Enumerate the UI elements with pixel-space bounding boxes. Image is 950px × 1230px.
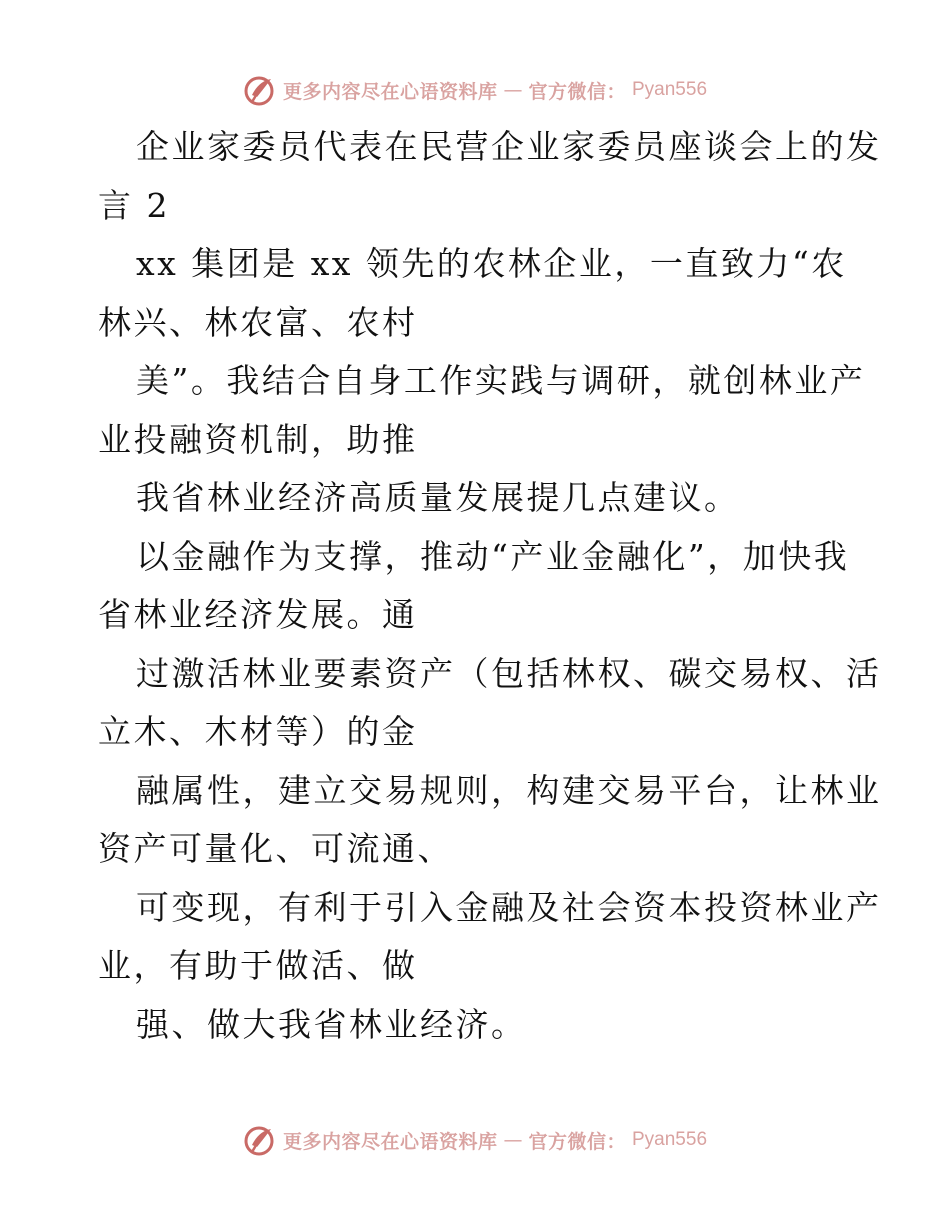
paragraph-line: 强、做大我省林业经济。 xyxy=(136,1004,527,1044)
watermark-brand-text: 更多内容尽在心语资料库 xyxy=(282,1130,498,1153)
watermark-label: 官方微信： xyxy=(528,1130,626,1153)
title-line-2: 言 2 xyxy=(98,185,170,225)
watermark-handle: Pyan556 xyxy=(632,79,708,100)
paragraph-line: 业投融资机制，助推 xyxy=(98,419,418,459)
paragraph-line: 业，有助于做活、做 xyxy=(98,946,418,985)
brand-logo-icon xyxy=(243,73,277,107)
paragraph-line: 资产可量化、可流通、 xyxy=(98,829,453,868)
title-line-1: 企业家委员代表在民营企业家委员座谈会上的发 xyxy=(136,127,882,166)
paragraph-line: 可变现，有利于引入金融及社会资本投资林业产 xyxy=(136,887,882,927)
paragraph-line: 我省林业经济高质量发展提几点建议。 xyxy=(136,478,740,517)
paragraph-line: 过激活林业要素资产（包括林权、碳交易权、活 xyxy=(136,653,882,693)
paragraph-line: 省林业经济发展。通 xyxy=(98,595,418,634)
footer-watermark xyxy=(0,1120,950,1160)
watermark-separator: — xyxy=(503,1129,523,1151)
paragraph-line: 融属性，建立交易规则，构建交易平台，让林业 xyxy=(136,770,882,810)
paragraph-line: 立木、木材等）的金 xyxy=(98,712,418,751)
watermark-separator: — xyxy=(503,79,523,101)
header-watermark xyxy=(0,70,950,110)
watermark-label: 官方微信： xyxy=(528,80,626,103)
paragraph-line: xx 集团是 xx 领先的农林企业，一直致力“农 xyxy=(136,244,847,283)
paragraph-line: 美”。我结合自身工作实践与调研，就创林业产 xyxy=(136,361,866,400)
brand-logo-icon xyxy=(243,1123,277,1157)
document-body xyxy=(98,118,882,1054)
paragraph-line: 以金融作为支撑，推动“产业金融化”，加快我 xyxy=(136,536,850,576)
watermark-brand-text: 更多内容尽在心语资料库 xyxy=(282,80,498,103)
paragraph-line: 林兴、林农富、农村 xyxy=(98,302,418,342)
watermark-handle: Pyan556 xyxy=(632,1129,708,1150)
